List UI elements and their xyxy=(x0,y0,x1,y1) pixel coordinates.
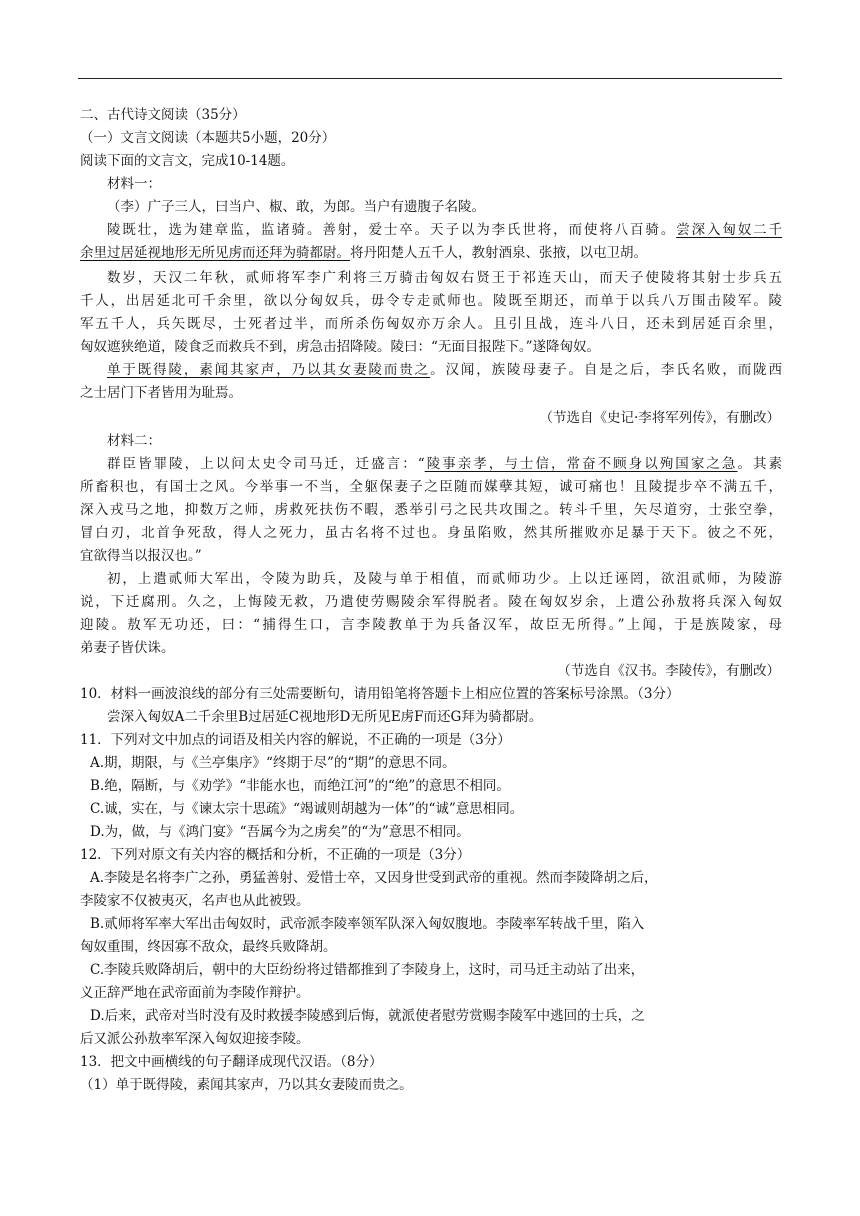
material2-p1-line4: 冒白刃，北首争死敌，得人之死力，虽古名将不过也。身虽陷败，然其所摧败亦足暴于天下。彼之不死， xyxy=(80,525,782,541)
material2-label: 材料二： xyxy=(107,433,161,449)
wavy-line-passage-cont: 余里过居延视地形无所见虏而还拜为骑都尉。 xyxy=(80,245,350,261)
material1-p2-line1: 陵既壮，选为建章监，监诸骑。善射，爱士卒。天子以为李氏世将，而使将八百骑。尝深入匈奴二千 xyxy=(107,222,783,238)
material2-p2-line4: 弟妻子皆伏诛。 xyxy=(80,640,175,656)
instruction: 阅读下面的文言文，完成10-14题。 xyxy=(80,153,295,169)
question-12-option-d-line2: 后又派公孙敖率军深入匈奴迎接李陵。 xyxy=(80,1031,310,1047)
material2-p1-line1: 群臣皆罪陵，上以问太史令司马迁，迁盛言：“陵事亲孝，与士信，常奋不顾身以殉国家之急。其素 xyxy=(107,456,783,472)
material1-source: （节选自《史记·李将军列传》，有删改） xyxy=(539,410,780,426)
material2-p1-line5: 宜欲得当以报汉也。” xyxy=(80,548,202,564)
question-12-option-a-line2: 李陵家不仅被夷灭，名声也从此被毁。 xyxy=(80,893,310,909)
question-12-option-a-line1: A.李陵是名将李广之孙，勇猛善射、爱惜士卒，又因身世受到武帝的重视。然而李陵降胡之后， xyxy=(90,870,658,886)
question-12-option-b-line2: 匈奴重围，终因寡不敌众，最终兵败降胡。 xyxy=(80,939,337,955)
material2-p2-line1: 初，上遣贰师大军出，令陵为助兵，及陵与单于相值，而贰师功少。上以迁诬罔，欲沮贰师，为陵游 xyxy=(107,571,782,587)
question-12-option-b-line1: B.贰师将军率大军出击匈奴时，武帝派李陵率领军队深入匈奴腹地。李陵率军转战千里，陷入 xyxy=(90,916,645,932)
underlined-sentence-2: 陵事亲孝，与士信，常奋不顾身以殉国家之急 xyxy=(424,456,738,472)
material1-p3-line2: 千人，出居延北可千余里，欲以分匈奴兵，毋令专走贰师也。陵既至期还，而单于以兵八万围击陵军。陵 xyxy=(80,293,782,309)
question-11-option-a: A.期，期限，与《兰亭集序》“终期于尽”的“期”的意思不同。 xyxy=(90,755,456,771)
underlined-sentence-1: 单于既得陵，素闻其家声，乃以其女妻陵而贵之 xyxy=(107,362,431,378)
material2-p1-line3: 深入戎马之地，抑数万之师，虏救死扶伤不暇，悉举引弓之民共攻围之。转斗千里，矢尽道穷，士张空拳， xyxy=(80,502,782,518)
question-11-option-d: D.为，做，与《鸿门宴》“吾属今为之虏矣”的“为”意思不相同。 xyxy=(90,824,470,840)
material2-p1-line2: 所畜积也，有国士之风。今举事一不当，全躯保妻子之臣随而媒孽其短，诚可痛也！且陵提步卒不满五千， xyxy=(80,479,782,495)
document-body xyxy=(80,104,782,1097)
question-12-option-c-line2: 义正辞严地在武帝面前为李陵作辩护。 xyxy=(80,985,310,1001)
material1-p2-line2: 余里过居延视地形无所见虏而还拜为骑都尉。将丹阳楚人五千人，教射酒泉、张掖，以屯卫胡。 xyxy=(80,245,647,261)
question-11-option-c: C.诚，实在，与《谏太宗十思疏》“竭诚则胡越为一体”的“诚”意思相同。 xyxy=(90,801,524,817)
material1-p1: （李）广子三人，曰当户、椒、敢，为郎。当户有遗腹子名陵。 xyxy=(107,199,485,215)
material2-source: （节选自《汉书。李陵传》，有删改） xyxy=(557,663,780,679)
material2-p2-line2: 说，下迁腐刑。久之，上悔陵无救，乃遣使劳赐陵余军得脱者。陵在匈奴岁余，上遣公孙敖将兵深入匈奴 xyxy=(80,594,782,610)
question-10: 10．材料一画波浪线的部分有三处需要断句，请用铅笔将答题卡上相应位置的答案标号涂黑。（3分） xyxy=(80,686,680,702)
question-12: 12．下列对原文有关内容的概括和分析，不正确的一项是（3分） xyxy=(80,847,471,863)
wavy-line-passage: 尝深入匈奴二千 xyxy=(676,222,783,238)
material1-p3-line4: 匈奴遮狭绝道，陵食乏而救兵不到，虏急击招降陵。陵曰：“无面目报陛下。”遂降匈奴。 xyxy=(80,339,601,355)
material1-label: 材料一： xyxy=(107,176,161,192)
question-10-passage: 尝深入匈奴A二千余里B过居延C视地形D无所见E虏F而还G拜为骑都尉。 xyxy=(107,709,543,725)
section-subtitle: （一）文言文阅读（本题共5小题，20分） xyxy=(80,130,336,146)
material1-p4-line2: 之士居门下者皆用为耻焉。 xyxy=(80,385,242,401)
question-13: 13．把文中画横线的句子翻译成现代汉语。（8分） xyxy=(80,1054,383,1070)
header-rule xyxy=(78,78,782,79)
material2-p2-line3: 迎陵。敖军无功还，曰：“捕得生口，言李陵教单于为兵备汉军，故臣无所得。”上闻，于是族陵家，母 xyxy=(80,617,782,633)
question-12-option-d-line1: D.后来，武帝对当时没有及时救援李陵感到后悔，就派使者慰劳赏赐李陵军中逃回的士兵，之 xyxy=(90,1008,645,1024)
question-11-option-b: B.绝，隔断，与《劝学》“非能水也，而绝江河”的“绝”的意思不相同。 xyxy=(90,778,510,794)
material1-p3-line3: 军五千人，兵矢既尽，士死者过半，而所杀伤匈奴亦万余人。且引且战，连斗八日，还未到居延百余里， xyxy=(80,316,782,332)
section-title: 二、古代诗文阅读（35分） xyxy=(80,107,246,123)
material1-p3-line1: 数岁，天汉二年秋，贰师将军李广利将三万骑击匈奴右贤王于祁连天山，而天子使陵将其射士步兵五 xyxy=(107,270,782,286)
question-13-item-1: （1）单于既得陵，素闻其家声，乃以其女妻陵而贵之。 xyxy=(80,1077,413,1093)
question-11: 11．下列对文中加点的词语及相关内容的解说，不正确的一项是（3分） xyxy=(80,732,511,748)
material1-p4-line1: 单于既得陵，素闻其家声，乃以其女妻陵而贵之。汉闻，族陵母妻子。自是之后，李氏名败，而陇西 xyxy=(107,362,783,378)
question-12-option-c-line1: C.李陵兵败降胡后，朝中的大臣纷纷将过错都推到了李陵身上，这时，司马迁主动站了出来， xyxy=(90,962,645,978)
